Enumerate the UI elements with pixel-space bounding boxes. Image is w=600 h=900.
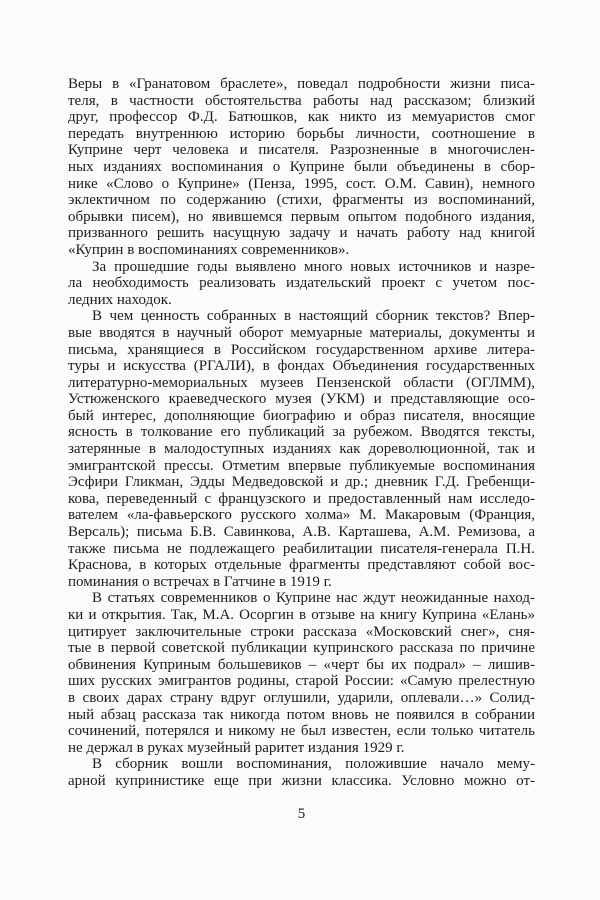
text-line: призванного решить насущную задачу и начать работу над книгой (68, 225, 535, 242)
text-line: поминания о встречах в Гатчине в 1919 г. (68, 573, 332, 590)
text-line: обвинения Куприным большевиков – «черт бы их подрал» – лишив- (68, 656, 535, 673)
text-line: литературно-мемориальных музеев Пензенской области (ОГЛММ), (68, 374, 535, 391)
text-line: «Куприн в воспоминаниях современников». (68, 241, 350, 258)
text-line: сочинений, потерялся и никому не был известен, если только читатель (68, 723, 535, 740)
text-line: Устюженского краеведческого музея (УКМ) и представляющие осо- (68, 391, 535, 408)
text-line: Краснова, в которых отдельные фрагменты представляют собой вос- (68, 557, 535, 574)
text-line: В чем ценность собранных в настоящий сборник текстов? Впер- (92, 308, 535, 325)
paragraph (68, 259, 535, 309)
text-line: ясность в толкование его публикаций за рубежом. Вводятся тексты, (68, 424, 535, 441)
text-line: эклектичном по содержанию (стихи, фрагменты из воспоминаний, (68, 192, 535, 209)
text-line: вые вводятся в научный оборот мемуарные материалы, документы и (68, 324, 535, 341)
text-line: Эсфири Гликман, Эдды Медведовской и др.; дневник Г.Д. Гребенщи- (68, 474, 535, 491)
paragraph (68, 308, 535, 590)
paragraph (68, 590, 535, 756)
page-text (68, 76, 535, 822)
text-line: нике «Слово о Куприне» (Пенза, 1995, сост. О.М. Савин), немного (68, 175, 535, 192)
text-line: ших русских эмигрантов родины, старой России: «Самую прелестную (68, 673, 535, 690)
text-line: ных изданиях воспоминания о Куприне были объединены в сбор- (68, 158, 535, 175)
text-line: Версаль); письма Б.В. Савинкова, А.В. Карташева, А.М. Ремизова, а (68, 524, 535, 541)
text-line: ла необходимость реализовать издательский проект с учетом пос- (68, 275, 535, 292)
text-line: Куприне черт человека и писателя. Разрозненные в многочислен- (68, 142, 535, 159)
text-line: тые в первой советской публикации купринского рассказа по причине (68, 640, 535, 657)
text-line: цитирует заключительные строки рассказа «Московский снег», сня- (68, 623, 535, 640)
paragraph (68, 76, 535, 259)
text-line: не держал в руках музейный раритет издания 1929 г. (68, 739, 405, 756)
paragraph (68, 756, 535, 789)
text-line: теля, в частности обстоятельства работы над рассказом; близкий (68, 92, 535, 109)
text-line: обрывки писем), но явившемся первым опытом подобного издания, (68, 208, 535, 225)
text-line: затерянные в малодоступных изданиях как дореволюционной, так и (68, 441, 535, 458)
text-line: ки и открытия. Так, М.А. Осоргин в отзыве на книгу Куприна «Елань» (68, 607, 535, 623)
text-line: В статьях современников о Куприне нас ждут неожиданные наход- (92, 590, 535, 607)
text-line: ледних находок. (68, 291, 172, 308)
text-line: в своих дарах страну вдруг оглушили, ударили, оплевали…» Солид- (68, 689, 535, 706)
text-line: Веры в «Гранатовом браслете», поведал подробности жизни писа- (68, 76, 535, 92)
text-line: эмигрантской прессы. Отметим впервые публикуемые воспоминания (68, 457, 535, 474)
page-number: 5 (297, 805, 306, 822)
text-line: передать внутреннюю историю борьбы личности, соотношение в (68, 125, 535, 142)
text-line: туры и искусства (РГАЛИ), в фондах Объединения государственных (68, 358, 535, 375)
text-line: За прошедшие годы выявлено много новых источников и назре- (92, 258, 535, 275)
text-line: ный абзац рассказа так никогда потом вновь не появился в собрании (68, 706, 535, 723)
text-line: также письма не подлежащего реабилитации писателя-генерала П.Н. (68, 540, 535, 557)
text-line: вателем «ла-фавьерского русского холма» М. Макаровым (Франция, (68, 507, 535, 524)
text-line: В сборник вошли воспоминания, положившие начало мему- (92, 756, 535, 773)
text-line: письма, хранящиеся в Российском государственном архиве литера- (68, 341, 535, 358)
text-line: арной купринистике еще при жизни классика. Условно можно от- (68, 772, 535, 789)
text-line: бый интерес, дополняющие биографию и образ писателя, вносящие (68, 407, 535, 424)
text-line: кова, переведенный с французского и предоставленный нам исследо- (68, 490, 535, 507)
text-line: друг, профессор Ф.Д. Батюшков, как никто из мемуаристов смог (68, 109, 535, 126)
